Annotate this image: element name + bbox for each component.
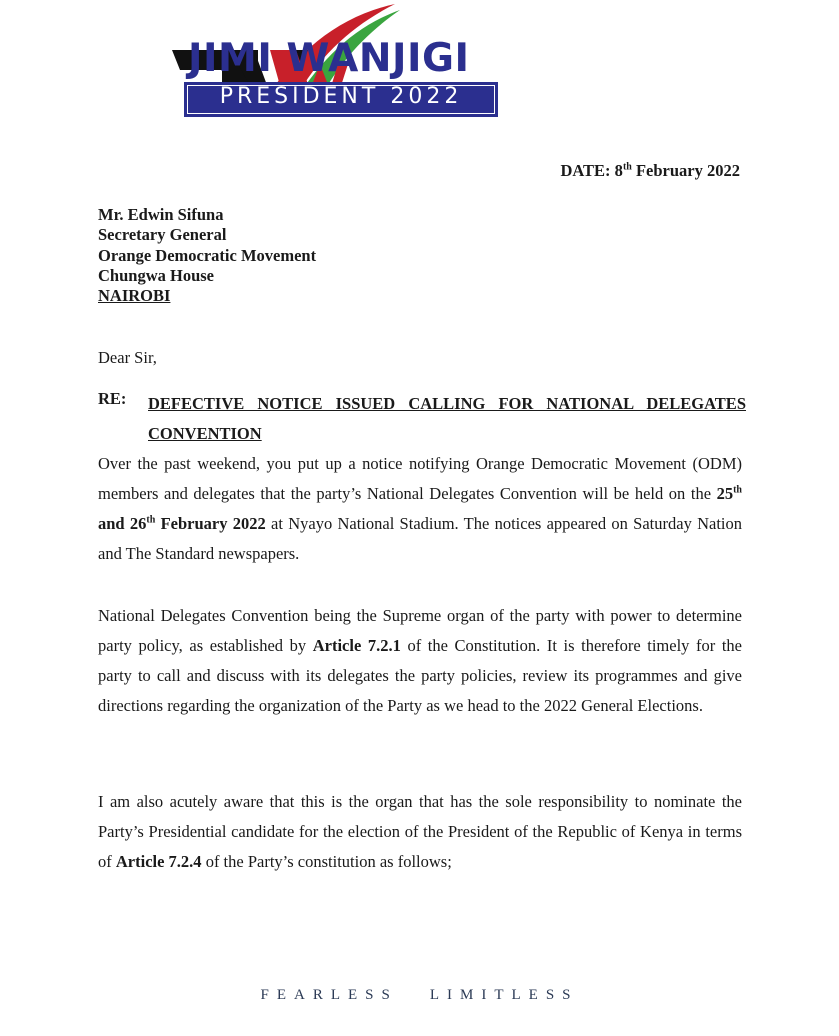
recipient-address — [98, 205, 316, 306]
paragraph-1: Over the past weekend, you put up a notice notifying Orange Democratic Movement (ODM) members and delegates that the party’s National Delegates Convention will be held on the 25th and 26th February 2022 at Nyayo National Stadium. The notices appeared on Saturday Nation and The Standard newspapers. — [98, 454, 743, 563]
logo-name: JIMI WANJIGI — [188, 36, 470, 81]
recipient-name: Mr. Edwin Sifuna — [98, 205, 224, 224]
logo-tagline-box — [184, 82, 498, 117]
letter-date: DATE: 8th February 2022 — [560, 161, 740, 180]
subject-line: DEFECTIVE NOTICE ISSUED CALLING FOR NATIONAL DELEGATES CONVENTION — [148, 394, 746, 443]
logo-tagline: PRESIDENT 2022 — [219, 84, 463, 109]
salutation: Dear Sir, — [98, 348, 157, 367]
recipient-organization: Orange Democratic Movement — [98, 245, 317, 265]
recipient-title: Secretary General — [98, 225, 227, 245]
footer-left: FEARLESS — [260, 987, 398, 1003]
recipient-city: NAIROBI — [98, 286, 171, 306]
subject-label: RE: — [98, 389, 127, 408]
footer-right: LIMITLESS — [429, 987, 579, 1003]
recipient-building: Chungwa House — [98, 265, 214, 285]
footer-motto — [0, 987, 839, 1004]
paragraph-2: National Delegates Convention being the Supreme organ of the party with power to determine party policy, as established by Article 7.2.1 of the Constitution. It is therefore timely for the party to call and discuss with its delegates the party policies, review its programmes and give directions regarding the organization of the Party as we head to the 2022 General Elections. — [98, 606, 742, 715]
paragraph-3: I am also acutely aware that this is the organ that has the sole responsibility to nominate the Party’s Presidential candidate for the election of the President of the Republic of Kenya in terms of Article 7.2.4 of the Party’s constitution as follows; — [98, 792, 742, 871]
